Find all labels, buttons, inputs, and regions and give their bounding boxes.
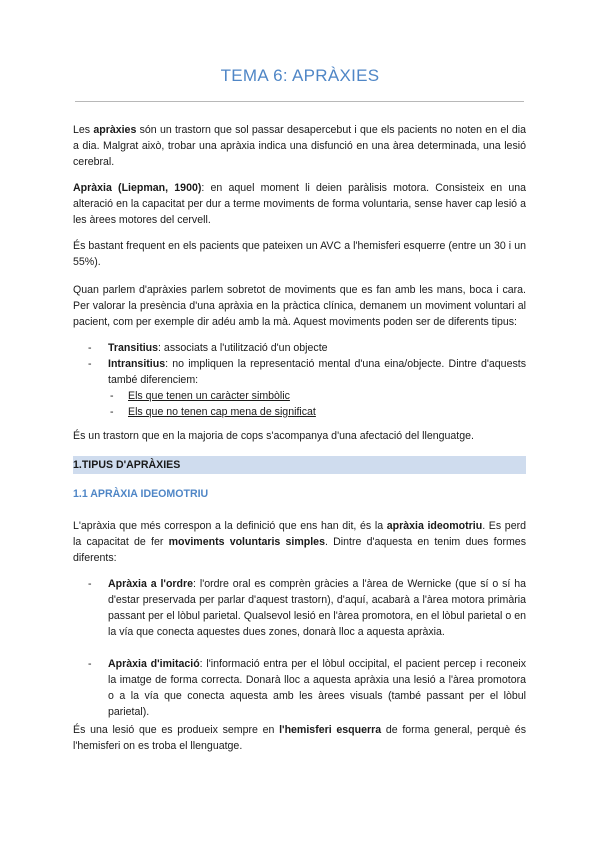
bold-term: l'hemisferi esquerra <box>279 724 382 736</box>
text-run: : l'informació entra per el lòbul occipital, el pacient percep i reconeix la imatge de forma correcta. Donarà lloc a aquesta apràxia una lesió a l'àrea promotora o a la vía que conecta aquesta amb les àrees visuals (també passant per el lòbul parietal). <box>108 658 526 718</box>
ideomotor-paragraph <box>73 518 526 566</box>
sub-list <box>108 388 526 420</box>
text-run: de forma general, perquè és l'hemisferi on es troba el llenguatge. <box>73 724 527 752</box>
bold-term: Transitius <box>108 342 159 354</box>
movement-types-list <box>73 340 526 420</box>
language-paragraph: És un trastorn que en la majoria de cops s'acompanya d'una afectació del llenguatge. <box>73 430 474 442</box>
sub-list-item <box>108 404 526 420</box>
bold-term: Apràxia (Liepman, 1900) <box>73 182 202 194</box>
text-run: . Dintre d'aquesta en tenim dues formes diferents: <box>73 536 526 564</box>
hemisphere-paragraph <box>73 722 526 754</box>
frequency-paragraph: És bastant frequent en els pacients que pateixen un AVC a l'hemisferi esquerre (entre un 30 i un 55%). <box>73 240 526 268</box>
list-item <box>73 356 526 420</box>
movements-paragraph: Quan parlem d'apràxies parlem sobretot de moviments que es fan amb les mans, boca i cara. Per valorar la presència d'una apràxia en la pràctica clínica, demanem un moviment voluntari al pacient, com per exemple dir adéu amb la mà. Aquest moviments poden ser de diferents tipus: <box>73 284 526 328</box>
underlined-text: Els que no tenen cap mena de significat <box>128 406 316 418</box>
sub-list-item <box>108 388 526 404</box>
text-run: són un trastorn que sol passar desapercebut i que els pacients no noten en el dia a dia. Malgrat això, trobar una apràxia indica una disfunció en una àrea determinada, una lesió cerebral. <box>73 124 526 168</box>
bold-term: Apràxia a l'ordre <box>108 578 194 590</box>
text-run: Les <box>73 124 94 136</box>
underlined-text: Els que tenen un caràcter simbòlic <box>128 390 290 402</box>
section-heading: 1.TIPUS D'APRÀXIES <box>73 456 526 474</box>
text-run: : en aquel moment li deien paràlisis motora. Consisteix en una alteració en la capacitat per dur a terme moviments de forma voluntaria, sense haver cap lesió a les àrees motores del cervell. <box>73 182 527 226</box>
text-run: : associats a l'utilització d'un objecte <box>158 342 328 354</box>
text-run: : no impliquen la representació mental d'una eina/objecte. Dintre d'aquests també diferenciem: <box>108 358 526 386</box>
list-item <box>73 340 526 356</box>
text-run: L'apràxia que més correspon a la definició que ens han dit, és la <box>73 520 387 532</box>
ideomotor-forms-list <box>73 576 526 736</box>
bold-term: Intransitius <box>108 358 166 370</box>
list-item <box>73 656 526 720</box>
bold-term: apràxia ideomotriu <box>386 520 483 532</box>
text-run: : l'ordre oral es comprèn gràcies a l'àrea de Wernicke (que sí o sí ha d'estar preservada per parlar d'aquest trastorn), d'aquí, acabarà a l'àrea motora primària passant per el lòbul parietal. Qualsevol lesió en l'àrea promotora, en el lòbul parietal o en la vía que conecta aquestes dues zones, donarà lloc a aquesta apràxia. <box>108 578 526 638</box>
list-item <box>73 576 526 640</box>
subsection-heading: 1.1 APRÀXIA IDEOMOTRIU <box>73 488 209 500</box>
bold-term: moviments voluntaris simples <box>168 536 325 548</box>
intro-paragraph <box>73 122 526 170</box>
title-divider <box>75 101 524 102</box>
bold-term: apràxies <box>93 124 137 136</box>
document-title: TEMA 6: APRÀXIES <box>220 66 380 85</box>
definition-paragraph <box>73 180 526 228</box>
text-run: És una lesió que es produeix sempre en <box>73 724 280 736</box>
bold-term: Apràxia d'imitació <box>108 658 200 670</box>
text-run: . Es perd la capacitat de fer <box>73 520 526 548</box>
